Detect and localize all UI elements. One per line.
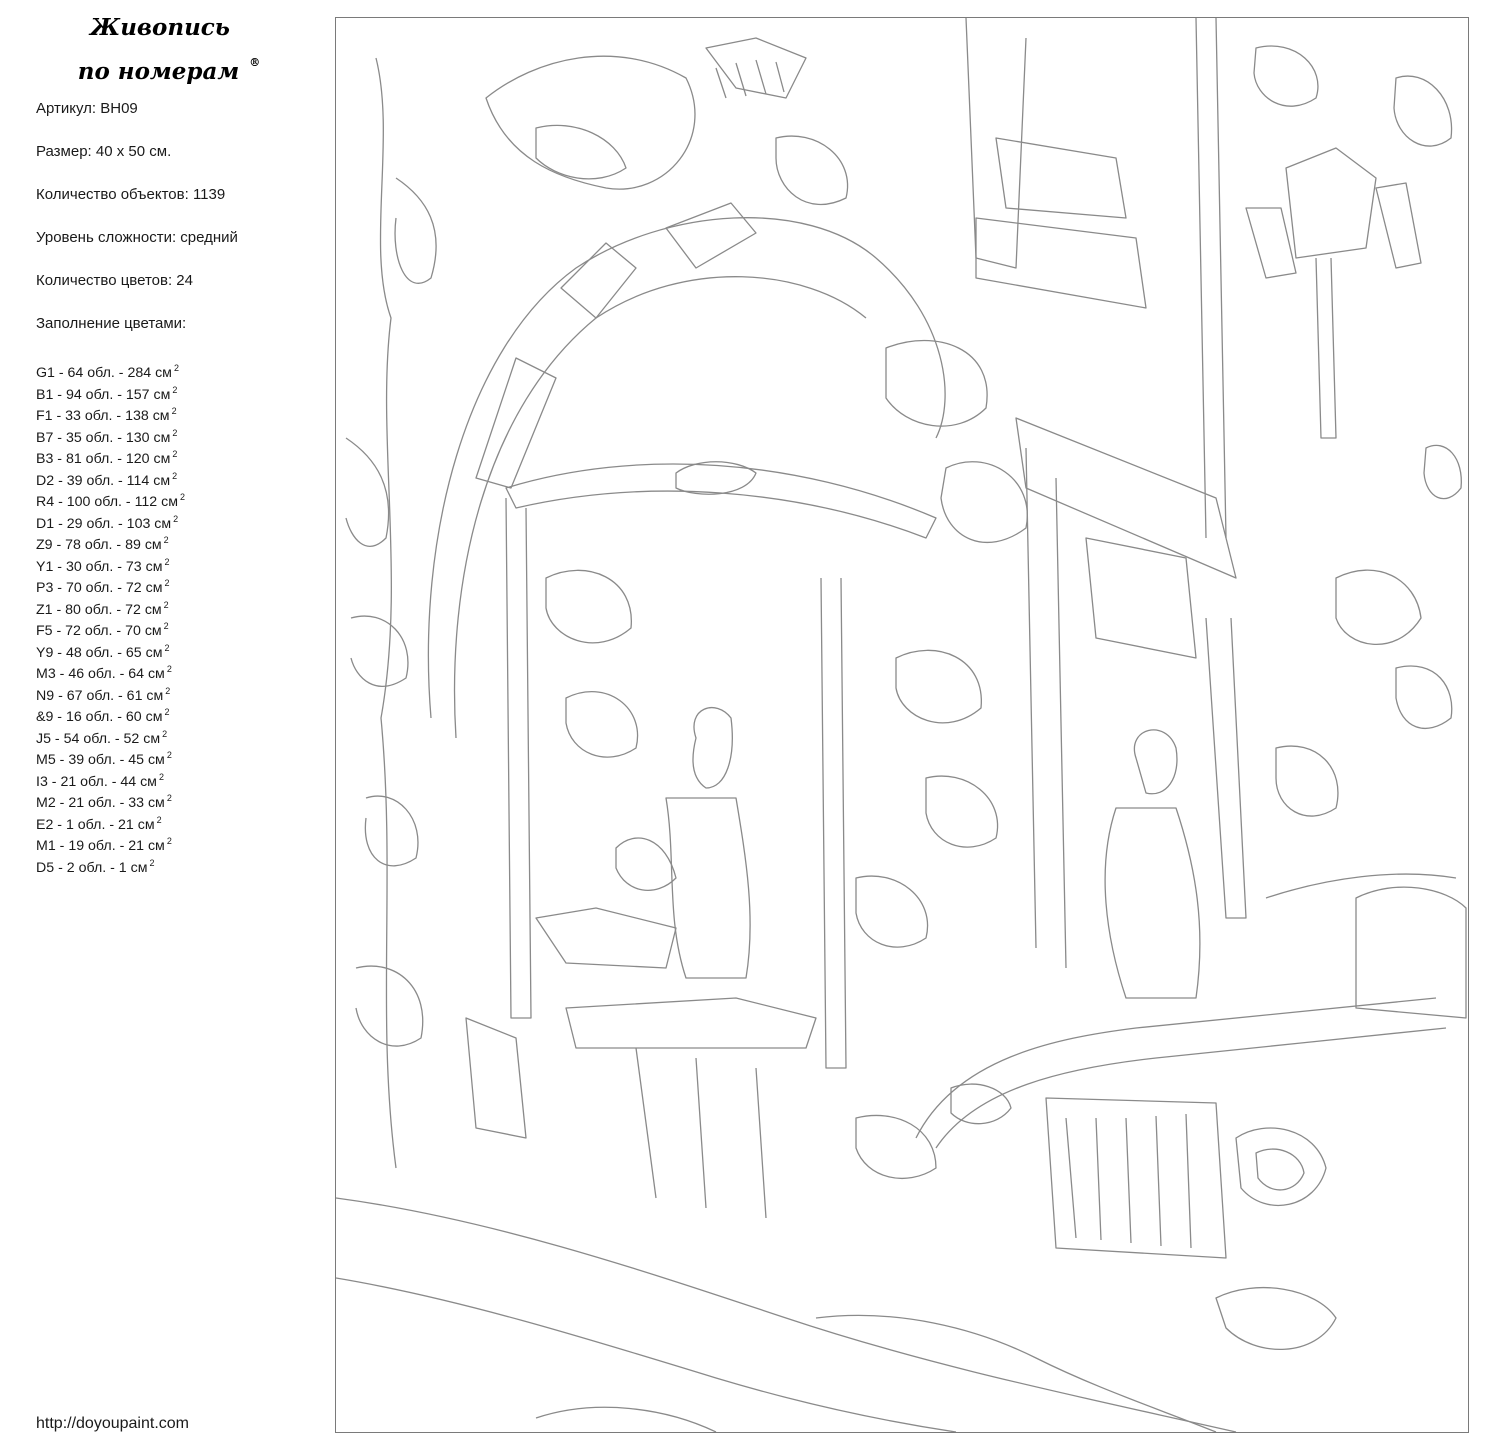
color-fill-text: &9 - 16 обл. - 60 см [36, 709, 163, 725]
info-sidebar [0, 0, 320, 1453]
color-fill-text: G1 - 64 обл. - 284 см [36, 365, 172, 381]
color-fill-text: Z9 - 78 обл. - 89 см [36, 537, 162, 553]
color-fill-text: M1 - 19 обл. - 21 см [36, 838, 165, 854]
color-fill-item [36, 380, 185, 402]
size-text: Размер: 40 х 50 см. [36, 143, 172, 160]
unit-superscript: 2 [171, 406, 177, 416]
color-fill-item [36, 681, 185, 703]
coloring-canvas [335, 17, 1469, 1433]
color-fill-item [36, 767, 185, 789]
color-fill-item [36, 702, 185, 724]
unit-superscript: 2 [172, 449, 178, 459]
colors-count-text: Количество цветов: 24 [36, 272, 193, 289]
color-fill-item [36, 638, 185, 660]
color-fill-item [36, 595, 185, 617]
unit-superscript: 2 [172, 427, 178, 438]
color-fill-text: M3 - 46 обл. - 64 см [36, 666, 165, 682]
difficulty-text: Уровень сложности: средний [36, 229, 238, 246]
color-fill-item [36, 810, 185, 832]
color-fill-item [36, 509, 185, 531]
color-fill-item [36, 358, 185, 380]
color-fill-text: B3 - 81 обл. - 120 см [36, 451, 171, 467]
color-fill-item [36, 530, 185, 552]
unit-superscript: 2 [173, 363, 179, 373]
color-fill-item [36, 466, 185, 488]
color-fill-text: D1 - 29 обл. - 103 см [36, 515, 172, 532]
color-fill-text: J5 - 54 обл. - 52 см [36, 730, 161, 747]
unit-superscript: 2 [165, 685, 171, 696]
color-fill-text: M2 - 21 обл. - 33 см [36, 795, 165, 811]
color-fill-item [36, 831, 185, 853]
brand-logo [0, 10, 320, 89]
unit-superscript: 2 [162, 728, 168, 739]
color-fill-item [36, 487, 185, 509]
article-text: Артикул: BH09 [36, 100, 138, 117]
color-fill-text: E2 - 1 обл. - 21 см [36, 816, 155, 833]
unit-superscript: 2 [164, 642, 170, 653]
product-info [36, 98, 238, 356]
color-fill-item [36, 788, 185, 810]
unit-superscript: 2 [166, 664, 172, 674]
color-fill-text: I3 - 21 обл. - 44 см [36, 773, 157, 790]
unit-superscript: 2 [166, 750, 172, 760]
unit-superscript: 2 [166, 793, 172, 803]
unit-superscript: 2 [164, 556, 170, 567]
unit-superscript: 2 [163, 621, 169, 631]
color-fill-text: D2 - 39 обл. - 114 см [36, 472, 171, 489]
unit-superscript: 2 [158, 771, 164, 782]
color-fill-text: F5 - 72 обл. - 70 см [36, 623, 162, 639]
color-fill-item [36, 745, 185, 767]
color-fill-text: P3 - 70 обл. - 72 см [36, 580, 163, 596]
unit-superscript: 2 [166, 836, 172, 846]
website-link[interactable]: http://doyoupaint.com [36, 1415, 189, 1432]
unit-superscript: 2 [149, 857, 155, 868]
outline-artwork [336, 18, 1468, 1432]
color-fill-item [36, 724, 185, 746]
color-fill-text: F1 - 33 обл. - 138 см [36, 408, 170, 424]
unit-superscript: 2 [172, 384, 178, 395]
color-fill-item [36, 616, 185, 638]
unit-superscript: 2 [163, 535, 169, 545]
color-fill-text: Y9 - 48 обл. - 65 см [36, 644, 163, 661]
unit-superscript: 2 [172, 470, 178, 481]
color-fill-text: Y1 - 30 обл. - 73 см [36, 558, 163, 575]
color-fill-item [36, 552, 185, 574]
color-fill-item [36, 401, 185, 423]
color-fill-text: Z1 - 80 обл. - 72 см [36, 601, 162, 618]
color-fill-item [36, 659, 185, 681]
color-fill-text: R4 - 100 обл. - 112 см [36, 494, 178, 510]
registered-mark: ® [249, 56, 261, 69]
color-fill-text: D5 - 2 обл. - 1 см [36, 859, 148, 876]
color-fill-item [36, 853, 185, 875]
unit-superscript: 2 [164, 707, 170, 717]
brand-line-2: по номерам [77, 58, 240, 85]
objects-count-text: Количество объектов: 1139 [36, 186, 226, 203]
color-fill-text: B1 - 94 обл. - 157 см [36, 386, 171, 403]
unit-superscript: 2 [156, 814, 162, 825]
color-fill-item [36, 444, 185, 466]
brand-line-1: Живопись [90, 14, 230, 41]
color-fill-item [36, 573, 185, 595]
color-fill-text: N9 - 67 обл. - 61 см [36, 687, 164, 704]
color-fill-text: M5 - 39 обл. - 45 см [36, 752, 165, 768]
unit-superscript: 2 [179, 492, 185, 502]
unit-superscript: 2 [163, 599, 169, 610]
color-fill-list [36, 358, 185, 874]
unit-superscript: 2 [173, 513, 179, 524]
color-fill-text: B7 - 35 обл. - 130 см [36, 429, 171, 446]
fill-heading: Заполнение цветами: [36, 315, 187, 332]
color-fill-item [36, 423, 185, 445]
unit-superscript: 2 [164, 578, 170, 588]
